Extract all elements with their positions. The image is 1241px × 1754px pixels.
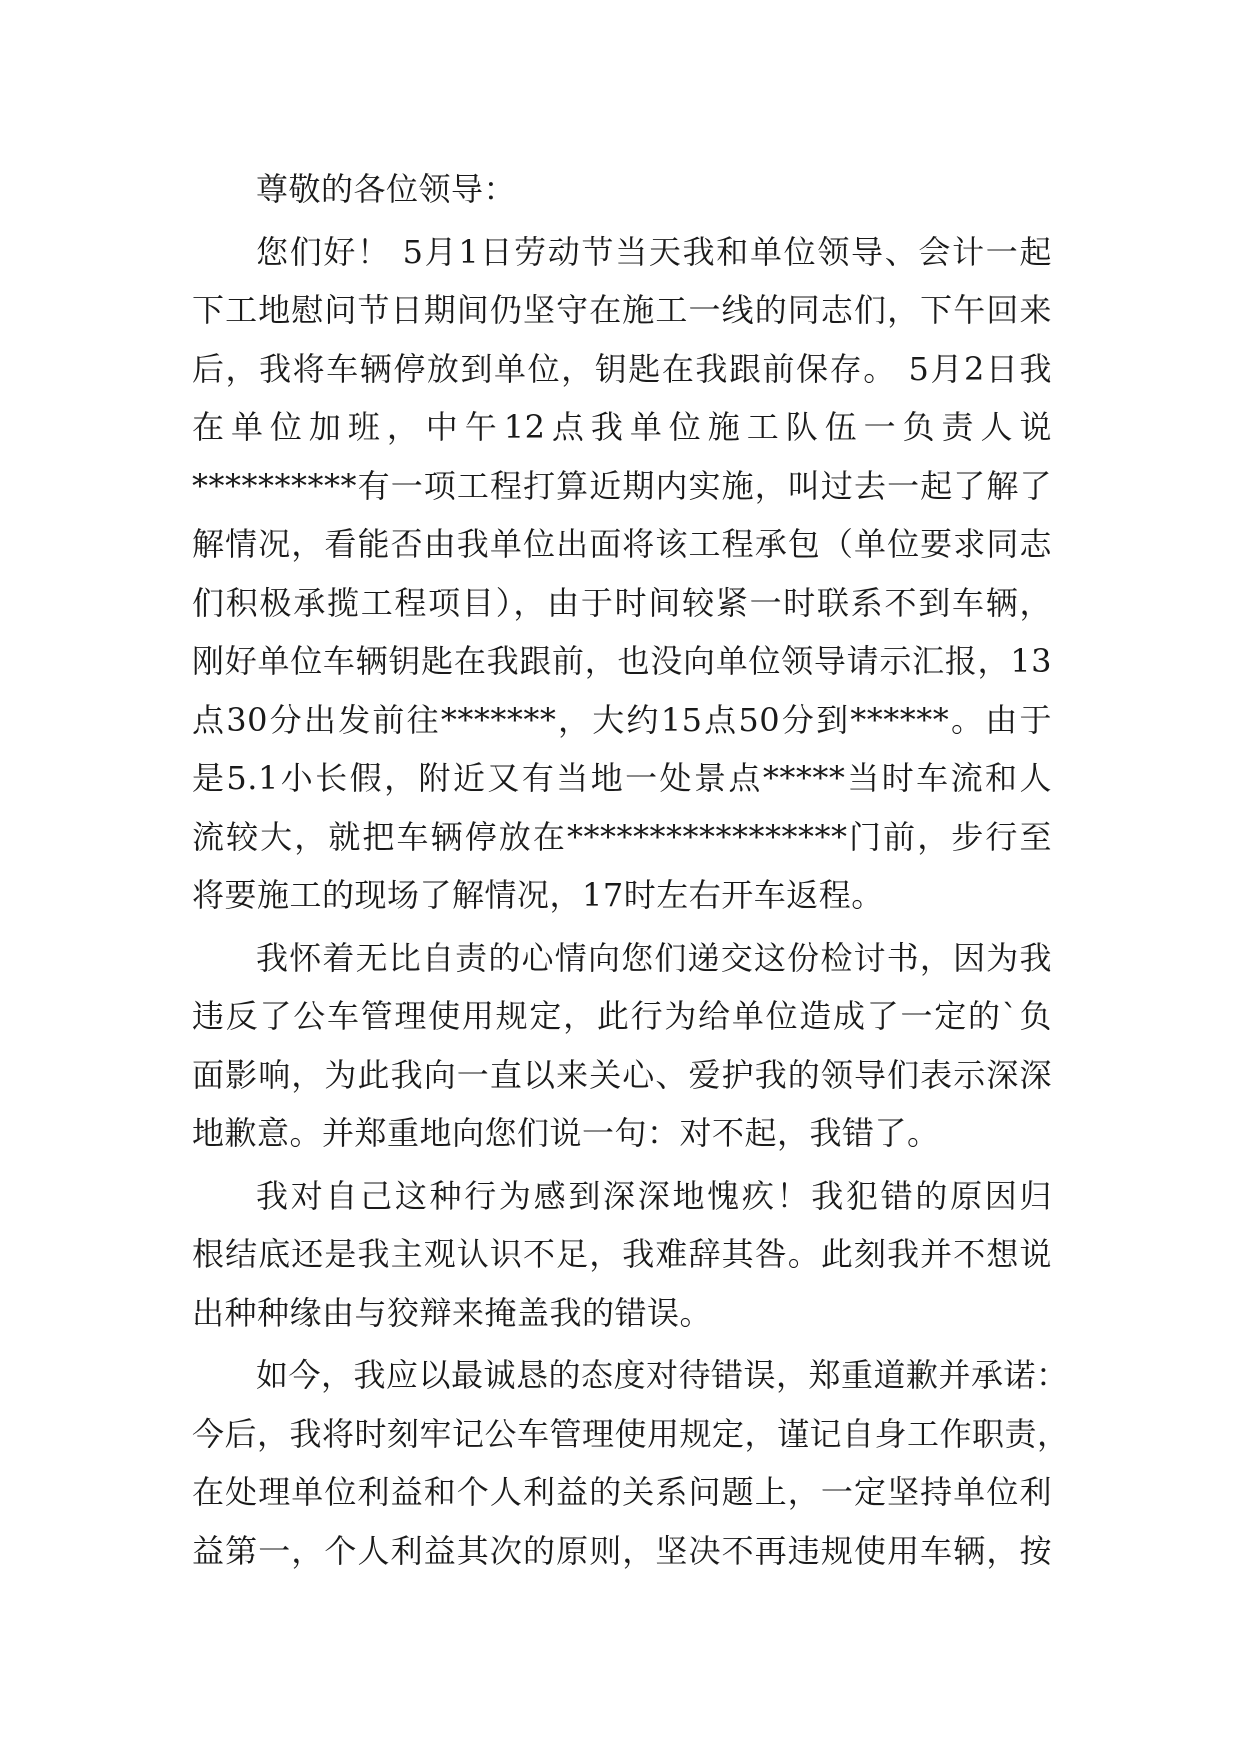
paragraph-line: 我怀着无比自责的心情向您们递交这份检讨书，因为我: [256, 938, 1052, 977]
paragraph-line: 刚好单位车辆钥匙在我跟前，也没向单位领导请示汇报，13: [192, 642, 1052, 680]
salutation: 尊敬的各位领导：: [256, 170, 517, 208]
paragraph-line: 益第一，个人利益其次的原则，坚决不再违规使用车辆，按: [192, 1531, 1052, 1570]
paragraph-line: 今后，我将时刻牢记公车管理使用规定，谨记自身工作职责，: [192, 1414, 1070, 1453]
paragraph-line: 点30分出发前往*******，大约15点50分到******。由于: [192, 700, 1052, 739]
paragraph-line: 是5.1小长假，附近又有当地一处景点*****当时车流和人: [192, 759, 1052, 797]
letter-body: [192, 160, 1070, 1584]
paragraph-4: [192, 1346, 1070, 1580]
paragraph-line: 根结底还是我主观认识不足，我难辞其咎。此刻我并不想说: [192, 1235, 1052, 1273]
paragraph-line: 地歉意。并郑重地向您们说一句：对不起，我错了。: [192, 1114, 940, 1152]
paragraph-line: 下工地慰问节日期间仍坚守在施工一线的同志们，下午回来: [192, 291, 1052, 329]
paragraph-line: 后，我将车辆停放到单位，钥匙在我跟前保存。 5月2日我: [192, 349, 1052, 388]
paragraph-1: [192, 223, 1052, 925]
paragraph-3: [192, 1167, 1052, 1343]
paragraph-line: 在处理单位利益和个人利益的关系问题上，一定坚持单位利: [192, 1473, 1052, 1511]
paragraph-2: [192, 929, 1052, 1163]
paragraph-line: 们积极承揽工程项目），由于时间较紧一时联系不到车辆，: [192, 583, 1052, 622]
paragraph-line: 如今，我应以最诚恳的态度对待错误，郑重道歉并承诺：: [256, 1356, 1069, 1394]
paragraph-line: **********有一项工程打算近期内实施，叫过去一起了解了: [192, 466, 1052, 505]
paragraph-line: 您们好！ 5月1日劳动节当天我和单位领导、会计一起: [256, 232, 1052, 271]
paragraph-line: 我对自己这种行为感到深深地愧疚！我犯错的原因归: [256, 1176, 1052, 1215]
paragraph-line: 将要施工的现场了解情况，17时左右开车返程。: [192, 876, 884, 914]
paragraph-line: 违反了公车管理使用规定，此行为给单位造成了一定的`负: [192, 997, 1052, 1035]
paragraph-line: 出种种缘由与狡辩来掩盖我的错误。: [192, 1293, 713, 1332]
paragraph-line: 流较大，就把车辆停放在*****************门前，步行至: [192, 817, 1052, 856]
paragraph-line: 解情况，看能否由我单位出面将该工程承包（单位要求同志: [192, 525, 1052, 563]
paragraph-line: 在单位加班，中午12点我单位施工队伍一负责人说: [192, 408, 1052, 446]
paragraph-line: 面影响，为此我向一直以来关心、爱护我的领导们表示深深: [192, 1055, 1052, 1094]
